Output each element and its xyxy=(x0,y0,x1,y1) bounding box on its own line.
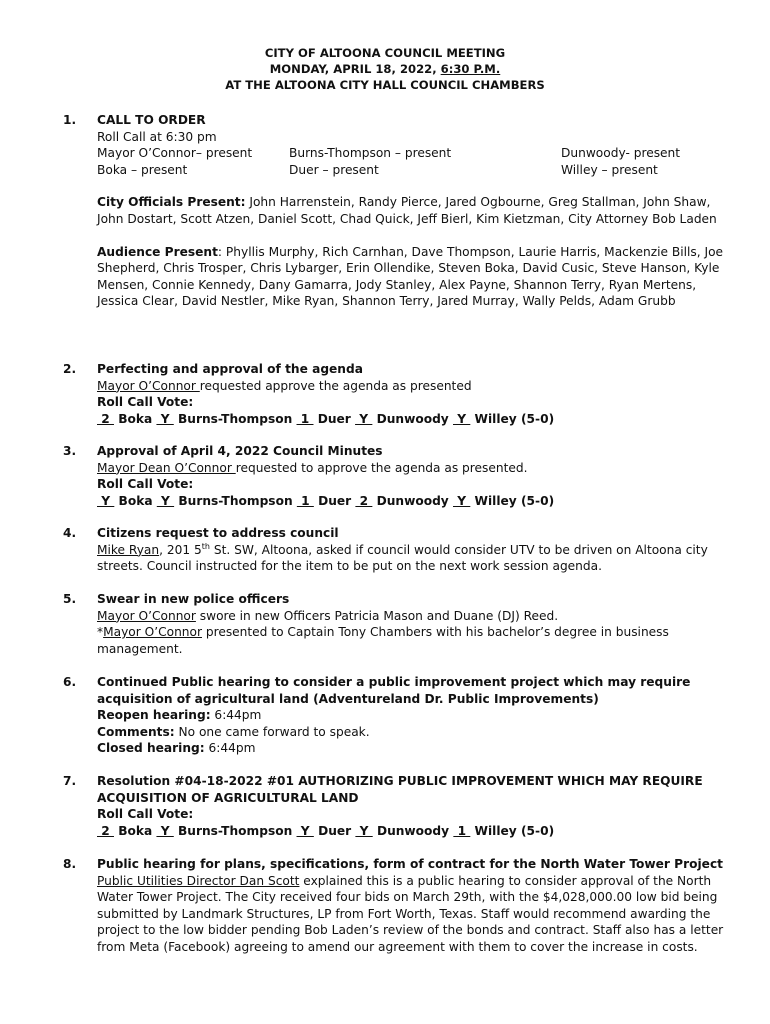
vote-duer: Y xyxy=(296,823,314,838)
item-text xyxy=(97,542,729,575)
item-title: Approval of April 4, 2022 Council Minutes xyxy=(97,444,383,458)
item-text xyxy=(97,608,729,625)
attendance-dunwoody: Dunwoody- present xyxy=(561,146,681,161)
item-text xyxy=(97,378,729,395)
vote-willey: 1 xyxy=(453,823,471,838)
header-line-3: AT THE ALTOONA CITY HALL COUNCIL CHAMBERS xyxy=(225,78,545,92)
item-number: 4. xyxy=(63,526,77,540)
roll-call-vote xyxy=(97,493,729,510)
vote-label-dunwoody: Dunwoody xyxy=(372,823,454,838)
item-number: 5. xyxy=(63,592,77,606)
item-title: Perfecting and approval of the agenda xyxy=(97,362,363,376)
comments-label: Comments: xyxy=(97,724,175,739)
vote-dunwoody: Y xyxy=(355,823,373,838)
actor-name: Public Utilities Director Dan Scott xyxy=(97,873,300,888)
header-date: MONDAY, APRIL 18, 2022, xyxy=(269,62,441,76)
item-title: Resolution #04-18-2022 #01 AUTHORIZING PUBLIC IMPROVEMENT WHICH MAY REQUIRE ACQUISITION OF AGRICULTURAL LAND xyxy=(97,774,703,805)
officials-present xyxy=(97,194,729,227)
actor-name: Mayor O’Connor xyxy=(97,608,196,623)
audience-label: Audience Present xyxy=(97,244,218,259)
vote-duer: 1 xyxy=(296,493,314,508)
item-number: 8. xyxy=(63,857,77,871)
item-number: 2. xyxy=(63,362,77,376)
roll-call-label: Roll Call Vote: xyxy=(97,807,194,822)
header-time: 6:30 P.M. xyxy=(440,62,501,76)
ordinal-suffix: th xyxy=(201,541,210,551)
item-title: Continued Public hearing to consider a public improvement project which may require acquisition of agricultural land (Adventureland Dr. Public Improvements) xyxy=(97,675,691,706)
vote-label-boka: Boka xyxy=(114,493,157,508)
meeting-header xyxy=(0,45,770,93)
vote-label-willey: Willey (5-0) xyxy=(470,411,555,426)
vote-willey: Y xyxy=(453,493,471,508)
reopen-label: Reopen hearing: xyxy=(97,708,211,723)
vote-label-willey: Willey (5-0) xyxy=(470,493,555,508)
actor-name: Mayor Dean O’Connor xyxy=(97,460,236,475)
hearing-comments xyxy=(97,724,729,741)
actor-name-2: Mayor O’Connor xyxy=(103,625,202,640)
attendance-row-1 xyxy=(97,145,729,162)
action-text: requested approve the agenda as presented xyxy=(199,378,472,393)
attendance-willey: Willey – present xyxy=(561,162,658,177)
item-title: CALL TO ORDER xyxy=(97,113,206,127)
vote-dunwoody: Y xyxy=(355,411,373,426)
reopen-time: 6:44pm xyxy=(210,708,262,723)
vote-boka: 2 xyxy=(97,823,114,838)
vote-duer: 1 xyxy=(296,411,314,426)
vote-boka: Y xyxy=(97,493,115,508)
item-text-2 xyxy=(97,624,729,657)
vote-label-duer: Duer xyxy=(313,493,356,508)
closed-hearing xyxy=(97,740,729,757)
vote-label-burns-thompson: Burns-Thompson xyxy=(174,493,297,508)
action-text: explained this is a public hearing to consider approval of the North Water Tower Project. The City received four bids on March 29th, with the $4,028,000.00 low bid being submitted by Landmark Structures, LP from Fort Worth, Texas. Staff would recommend awarding the project to the low bidder pending Bob Laden’s review of the bonds and contract. Staff also has a letter from Meta (Facebook) agreeing to amend our agreement with them to cover the increase in costs. xyxy=(97,873,724,954)
item-text xyxy=(97,873,729,956)
item-number: 6. xyxy=(63,675,77,689)
action-text: requested to approve the agenda as presented. xyxy=(235,460,528,475)
item-number: 7. xyxy=(63,774,77,788)
vote-label-boka: Boka xyxy=(113,823,157,838)
attendance-burns-thompson: Burns-Thompson – present xyxy=(289,146,452,161)
comments-text: No one came forward to speak. xyxy=(174,724,370,739)
item-text xyxy=(97,460,729,477)
action-text-end: St. SW, Altoona, asked if council would consider UTV to be driven on Altoona city streets. Council instructed for the item to be put on the next work session agenda. xyxy=(97,542,708,574)
closed-label: Closed hearing: xyxy=(97,741,205,756)
officials-label: City Officials Present: xyxy=(97,195,246,210)
action-text-start: , 201 5 xyxy=(159,542,202,557)
vote-label-burns-thompson: Burns-Thompson xyxy=(173,823,297,838)
vote-dunwoody: 2 xyxy=(355,493,373,508)
roll-call-label: Roll Call Vote: xyxy=(97,395,194,410)
audience-present xyxy=(97,244,729,310)
action-text-2: presented to Captain Tony Chambers with his bachelor’s degree in business management. xyxy=(97,625,669,656)
vote-label-duer: Duer xyxy=(313,823,356,838)
asterisk: * xyxy=(97,625,104,640)
item-title: Public hearing for plans, specifications, form of contract for the North Water Tower Project xyxy=(97,857,723,871)
roll-call-time: Roll Call at 6:30 pm xyxy=(97,129,217,144)
actor-name: Mayor O’Connor xyxy=(97,378,200,393)
reopen-hearing xyxy=(97,707,729,724)
item-number: 1. xyxy=(63,113,77,127)
roll-call-vote xyxy=(97,411,729,428)
attendance-boka: Boka – present xyxy=(97,162,188,177)
vote-burns-thompson: Y xyxy=(156,493,175,508)
vote-willey: Y xyxy=(453,411,471,426)
officials-list: John Harrenstein, Randy Pierce, Jared Ogbourne, Greg Stallman, John Shaw, John Dostart, Scott Atzen, Daniel Scott, Chad Quick, Jeff Bierl, Kim Kietzman, City Attorney Bob Laden xyxy=(97,195,717,226)
attendance-row-2 xyxy=(97,162,729,179)
vote-label-dunwoody: Dunwoody xyxy=(372,493,453,508)
vote-label-boka: Boka xyxy=(113,411,157,426)
item-title: Citizens request to address council xyxy=(97,526,339,540)
item-title: Swear in new police officers xyxy=(97,592,290,606)
audience-list: : Phyllis Murphy, Rich Carnhan, Dave Thompson, Laurie Harris, Mackenzie Bills, Joe Shepherd, Chris Trosper, Chris Lybarger, Erin Ollendike, Steven Boka, David Cusic, Steve Hanson, Kyle Mensen, Connie Kennedy, Dany Gamarra, Jody Stanley, Alex Payne, Shannon Terry, Ryan Mertens, Jessica Clear, David Nestler, Mike Ryan, Shannon Terry, Jared Murray, Wally Pelds, Adam Grubb xyxy=(97,244,724,309)
vote-label-burns-thompson: Burns-Thompson xyxy=(173,411,297,426)
vote-burns-thompson: Y xyxy=(156,411,174,426)
action-text: swore in new Officers Patricia Mason and Duane (DJ) Reed. xyxy=(195,608,559,623)
vote-label-duer: Duer xyxy=(313,411,356,426)
attendance-mayor: Mayor O’Connor– present xyxy=(97,146,253,161)
roll-call-label: Roll Call Vote: xyxy=(97,477,194,492)
item-number: 3. xyxy=(63,444,77,458)
header-line-1: CITY OF ALTOONA COUNCIL MEETING xyxy=(264,46,506,60)
actor-name: Mike Ryan xyxy=(97,542,160,557)
roll-call-vote xyxy=(97,823,729,840)
closed-time: 6:44pm xyxy=(204,741,256,756)
vote-boka: 2 xyxy=(97,411,114,426)
vote-label-dunwoody: Dunwoody xyxy=(372,411,453,426)
header-line-2 xyxy=(0,61,770,77)
vote-label-willey: Willey (5-0) xyxy=(470,823,555,838)
vote-burns-thompson: Y xyxy=(156,823,174,838)
attendance-duer: Duer – present xyxy=(289,162,379,177)
